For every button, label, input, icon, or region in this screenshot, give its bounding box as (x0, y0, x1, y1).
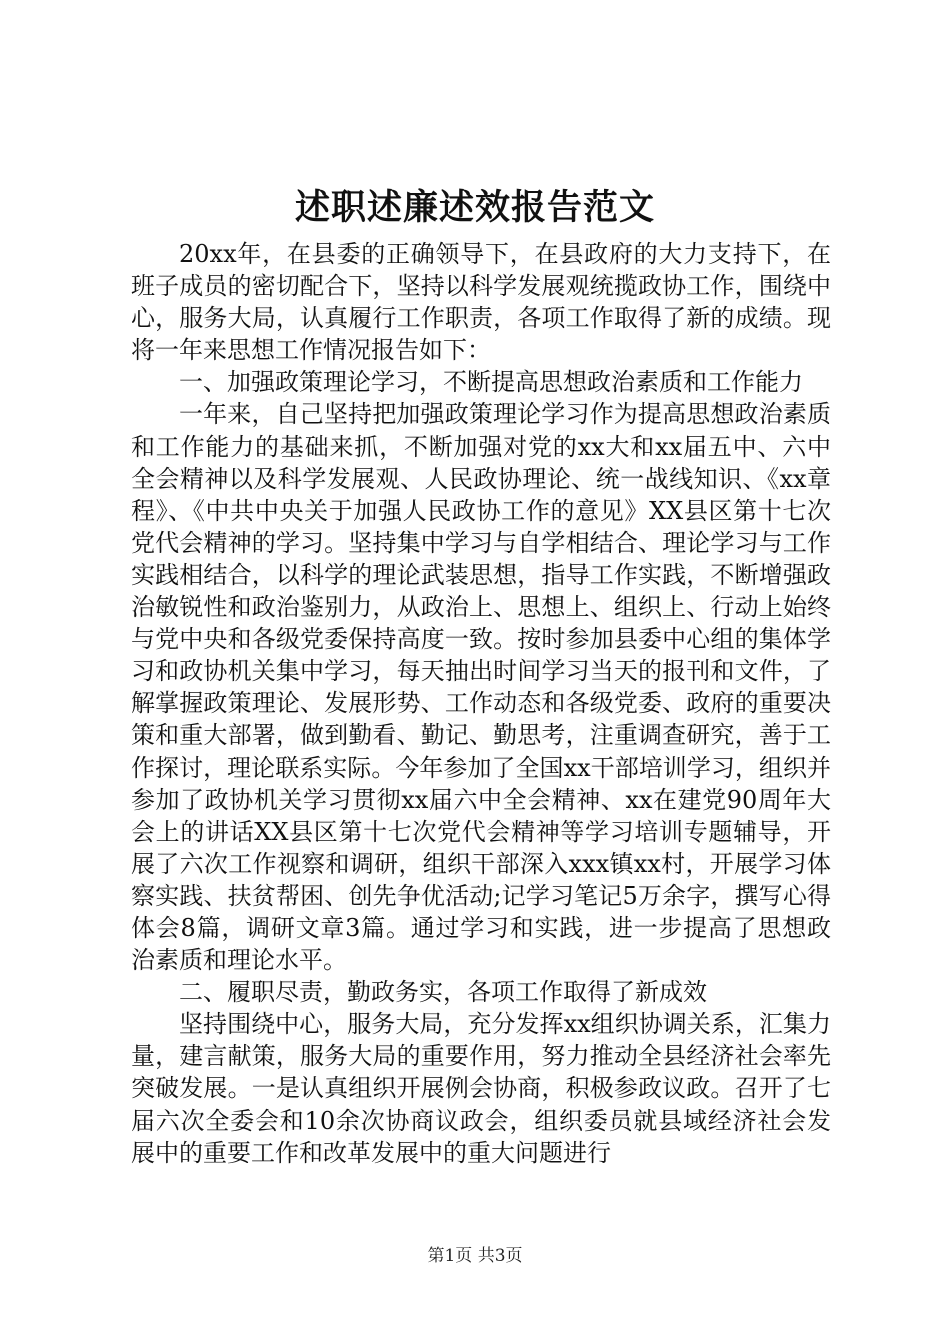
paragraph-intro: 20xx年，在县委的正确领导下，在县政府的大力支持下，在班子成员的密切配合下，坚持以科学发展观统揽政协工作，围绕中心，服务大局，认真履行工作职责，各项工作取得了新的成绩。现将一年来思想工作情况报告如下： (131, 240, 831, 365)
section-heading-1: 一、加强政策理论学习，不断提高思想政治素质和工作能力 (179, 368, 803, 397)
document-title: 述职述廉述效报告范文 (294, 187, 655, 228)
document-body (131, 238, 831, 1169)
paragraph-study: 一年来，自己坚持把加强政策理论学习作为提高思想政治素质和工作能力的基础来抓，不断加强对党的xx大和xx届五中、六中全会精神以及科学发展观、人民政协理论、统一战线知识、《xx章程》、《中共中央关于加强人民政协工作的意见》XX县区第十七次党代会精神的学习。坚持集中学习与自学相结合、理论学习与工作实践相结合，以科学的理论武装思想，指导工作实践，不断增强政治敏锐性和政治鉴别力，从政治上、思想上、组织上、行动上始终与党中央和各级党委保持高度一致。按时参加县委中心组的集体学习和政协机关集中学习，每天抽出时间学习当天的报刊和文件，了解掌握政策理论、发展形势、工作动态和各级党委、政府的重要决策和重大部署，做到勤看、勤记、勤思考，注重调查研究，善于工作探讨，理论联系实际。今年参加了全国xx干部培训学习，组织并参加了政协机关学习贯彻xx届六中全会精神、xx在建党90周年大会上的讲话XX县区第十七次党代会精神等学习培训专题辅导，开展了六次工作视察和调研，组织干部深入xxx镇xx村，开展学习体察实践、扶贫帮困、创先争优活动;记学习笔记5万余字，撰写心得体会8篇，调研文章3篇。通过学习和实践，进一步提高了思想政治素质和理论水平。 (131, 400, 831, 975)
page-number: 第1页 共3页 (427, 1246, 523, 1266)
section-heading-2: 二、履职尽责，勤政务实，各项工作取得了新成效 (179, 978, 707, 1007)
paragraph-duties: 坚持围绕中心，服务大局，充分发挥xx组织协调关系，汇集力量，建言献策，服务大局的重要作用，努力推动全县经济社会率先突破发展。一是认真组织开展例会协商，积极参政议政。召开了七届六次全委会和10余次协商议政会，组织委员就县域经济社会发展中的重要工作和改革发展中的重大问题进行 (131, 1010, 831, 1167)
